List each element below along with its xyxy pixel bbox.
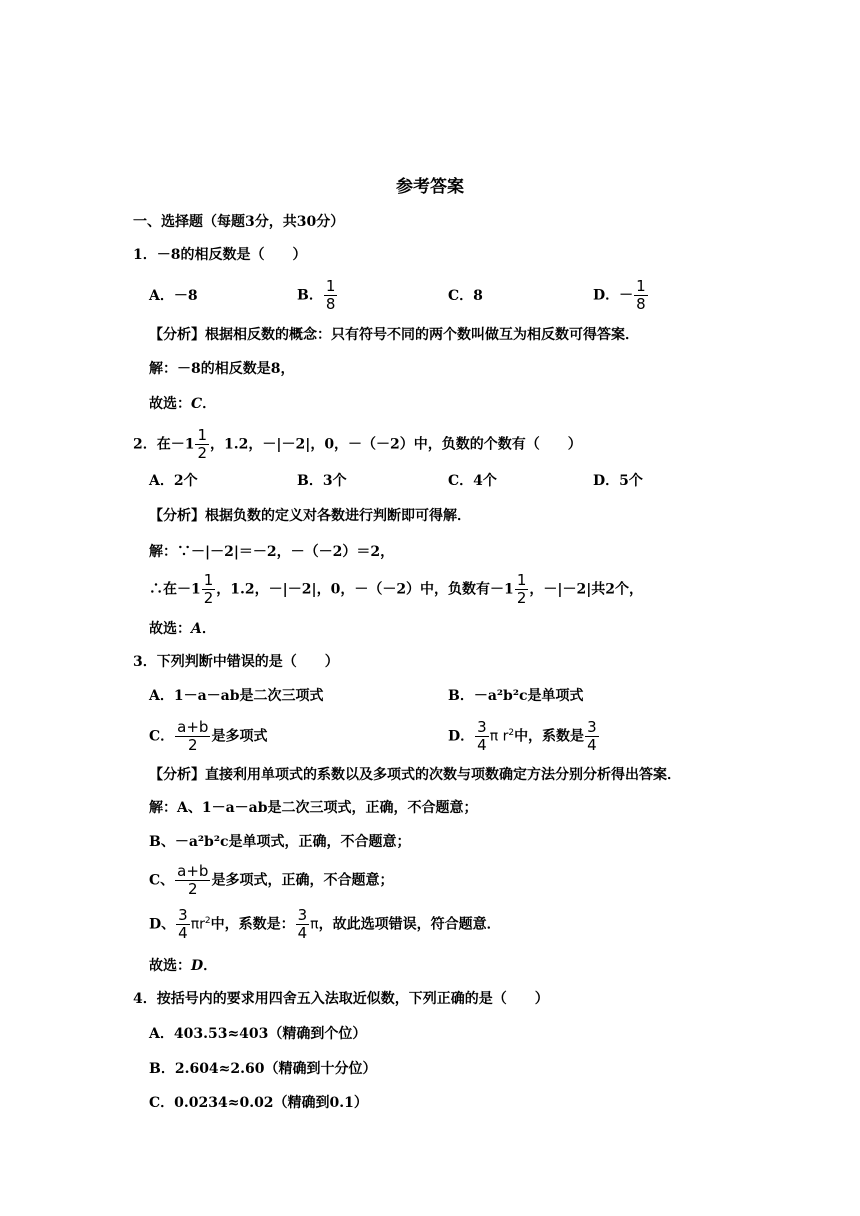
q3-option-d-coefficient: $\frac{3}{4}$ — [587, 718, 597, 754]
q3-option-a: A．1－a－ab是二次三项式 — [149, 688, 324, 704]
q2-analysis: 【分析】根据负数的定义对各数进行判断即可得解． — [149, 508, 471, 524]
q3-solution-c-fraction: $\frac{a+b}{2}$ — [177, 862, 209, 898]
q4-option-b: B．2.604≈2.60（精确到十分位） — [149, 1061, 377, 1077]
q2-option-d: D．5个 — [593, 473, 643, 489]
q2-solution-fraction-1: $\frac{1}{2}$ — [203, 571, 214, 607]
q1-option-b-fraction: $\frac{1}{8}$ — [325, 277, 336, 313]
q3-solution-d: D、 $\frac{3}{4}$ $\pi r^2$中，系数是： $\frac{3}{4}$ π，故此选项错误，符合题意． — [149, 906, 501, 942]
q1-stem: 1．－8的相反数是（ ） — [133, 247, 307, 263]
q3-solution-a: 解：A、1－a－ab是二次三项式，正确，不合题意； — [149, 800, 478, 816]
q1-option-a: A．－8 — [149, 288, 198, 304]
q3-option-d: D． $\frac{3}{4}$ π $r^2$中，系数是 $\frac{3}{4}$ — [448, 718, 597, 754]
q3-solution-d-fraction: $\frac{3}{4}$ — [178, 906, 188, 942]
q1-analysis: 【分析】根据相反数的概念：只有符号不同的两个数叫做互为相反数可得答案． — [149, 327, 639, 343]
q4-option-a: A．403.53≈403（精确到个位） — [149, 1026, 367, 1042]
q3-solution-c: C、 $\frac{a+b}{2}$ 是多项式，正确，不合题意； — [149, 862, 394, 898]
q1-option-c: C．8 — [448, 288, 483, 304]
q3-option-c-fraction: $\frac{a+b}{2}$ — [177, 718, 209, 754]
q1-option-b: B． $\frac{1}{8}$ — [297, 277, 336, 313]
q4-option-c: C．0.0234≈0.02（精确到0.1） — [149, 1095, 368, 1111]
q1-solution: 解：－8的相反数是8， — [149, 361, 295, 377]
page-title: 参考答案 — [396, 177, 464, 197]
q4-stem: 4．按括号内的要求用四舍五入法取近似数，下列正确的是（ ） — [133, 991, 549, 1007]
q3-option-d-fraction: $\frac{3}{4}$ — [477, 718, 487, 754]
q3-option-c: C． $\frac{a+b}{2}$ 是多项式 — [149, 718, 268, 754]
q2-choice: 故选：A． — [149, 621, 216, 637]
q3-stem: 3．下列判断中错误的是（ ） — [133, 654, 339, 670]
q1-option-d: D．－ $\frac{1}{8}$ — [593, 277, 646, 313]
q2-stem-fraction: $\frac{1}{2}$ — [197, 426, 208, 462]
q3-analysis: 【分析】直接利用单项式的系数以及多项式的次数与项数确定方法分别分析得出答案． — [149, 767, 681, 783]
q1-choice: 故选：C． — [149, 396, 217, 412]
section-heading: 一、选择题（每题3分，共30分） — [133, 214, 345, 230]
q3-solution-d-coefficient: $\frac{3}{4}$ — [297, 906, 308, 942]
q3-solution-b: B、－a²b²c是单项式，正确，不合题意； — [149, 834, 411, 850]
q2-stem: 2．在－1 $\frac{1}{2}$ ，1.2，－|－2|，0，－（－2）中，负数的个数有（ ） — [133, 426, 582, 462]
q1-option-d-fraction: $\frac{1}{8}$ — [636, 277, 646, 313]
q2-option-b: B．3个 — [297, 473, 347, 489]
q2-solution-fraction-2: $\frac{1}{2}$ — [516, 571, 527, 607]
q2-solution-1: 解：∵－|－2|＝－2，－（－2）＝2， — [149, 544, 395, 560]
q3-option-b: B．－a²b²c是单项式 — [448, 688, 584, 704]
q2-option-c: C．4个 — [448, 473, 497, 489]
q2-solution-2: ∴在－1 $\frac{1}{2}$ ，1.2，－|－2|，0，－（－2）中，负数有－1 $\frac{1}{2}$ ，－|－2|共2个， — [149, 571, 644, 607]
q2-option-a: A．2个 — [149, 473, 198, 489]
q3-choice: 故选：D． — [149, 958, 218, 974]
